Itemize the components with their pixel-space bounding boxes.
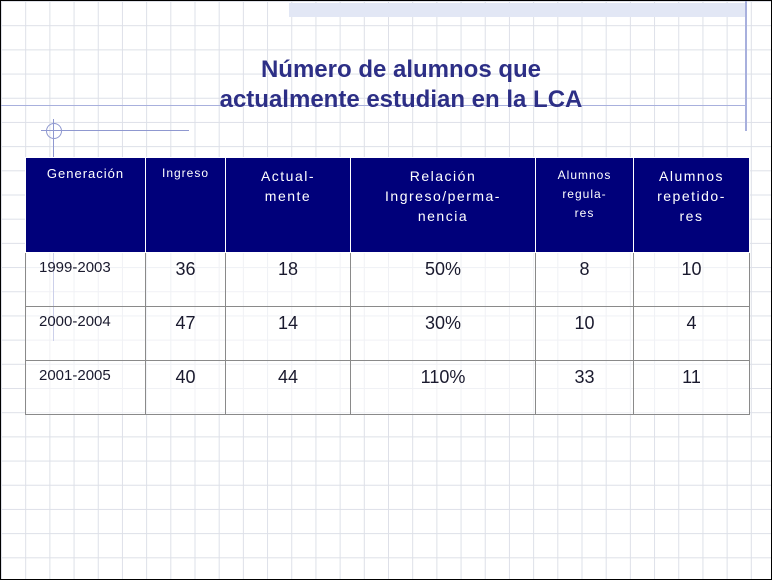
cell-repetidores: 11 xyxy=(634,361,750,415)
header-actualmente: Actual- mente xyxy=(226,158,351,253)
cell-repetidores: 10 xyxy=(634,253,750,307)
cell-ingreso: 36 xyxy=(146,253,226,307)
cell-regulares: 8 xyxy=(536,253,634,307)
cell-repetidores: 4 xyxy=(634,307,750,361)
cell-generacion: 2001-2005 xyxy=(26,361,146,415)
table-header-row xyxy=(26,158,750,253)
slide-title xyxy=(151,55,651,115)
cell-generacion: 1999-2003 xyxy=(26,253,146,307)
students-table xyxy=(25,157,750,415)
cell-ingreso: 40 xyxy=(146,361,226,415)
table-row xyxy=(26,307,750,361)
cell-relacion: 110% xyxy=(351,361,536,415)
cell-generacion: 2000-2004 xyxy=(26,307,146,361)
cell-regulares: 33 xyxy=(536,361,634,415)
cell-actualmente: 44 xyxy=(226,361,351,415)
table-row xyxy=(26,253,750,307)
decorative-short-line xyxy=(41,130,189,131)
title-line-2: actualmente estudian en la LCA xyxy=(219,86,583,113)
cell-relacion: 50% xyxy=(351,253,536,307)
header-relacion: Relación Ingreso/perma- nencia xyxy=(351,158,536,253)
header-regulares: Alumnos regula- res xyxy=(536,158,634,253)
cell-actualmente: 18 xyxy=(226,253,351,307)
cell-relacion: 30% xyxy=(351,307,536,361)
table-row xyxy=(26,361,750,415)
header-generacion: Generación xyxy=(26,158,146,253)
cell-ingreso: 47 xyxy=(146,307,226,361)
header-ingreso: Ingreso xyxy=(146,158,226,253)
decorative-vertical-line xyxy=(745,1,747,131)
header-repetidores: Alumnos repetido- res xyxy=(634,158,750,253)
title-line-1: Número de alumnos que xyxy=(260,56,542,83)
cell-regulares: 10 xyxy=(536,307,634,361)
decorative-circle-icon xyxy=(46,123,62,139)
top-accent-band xyxy=(289,3,745,17)
cell-actualmente: 14 xyxy=(226,307,351,361)
